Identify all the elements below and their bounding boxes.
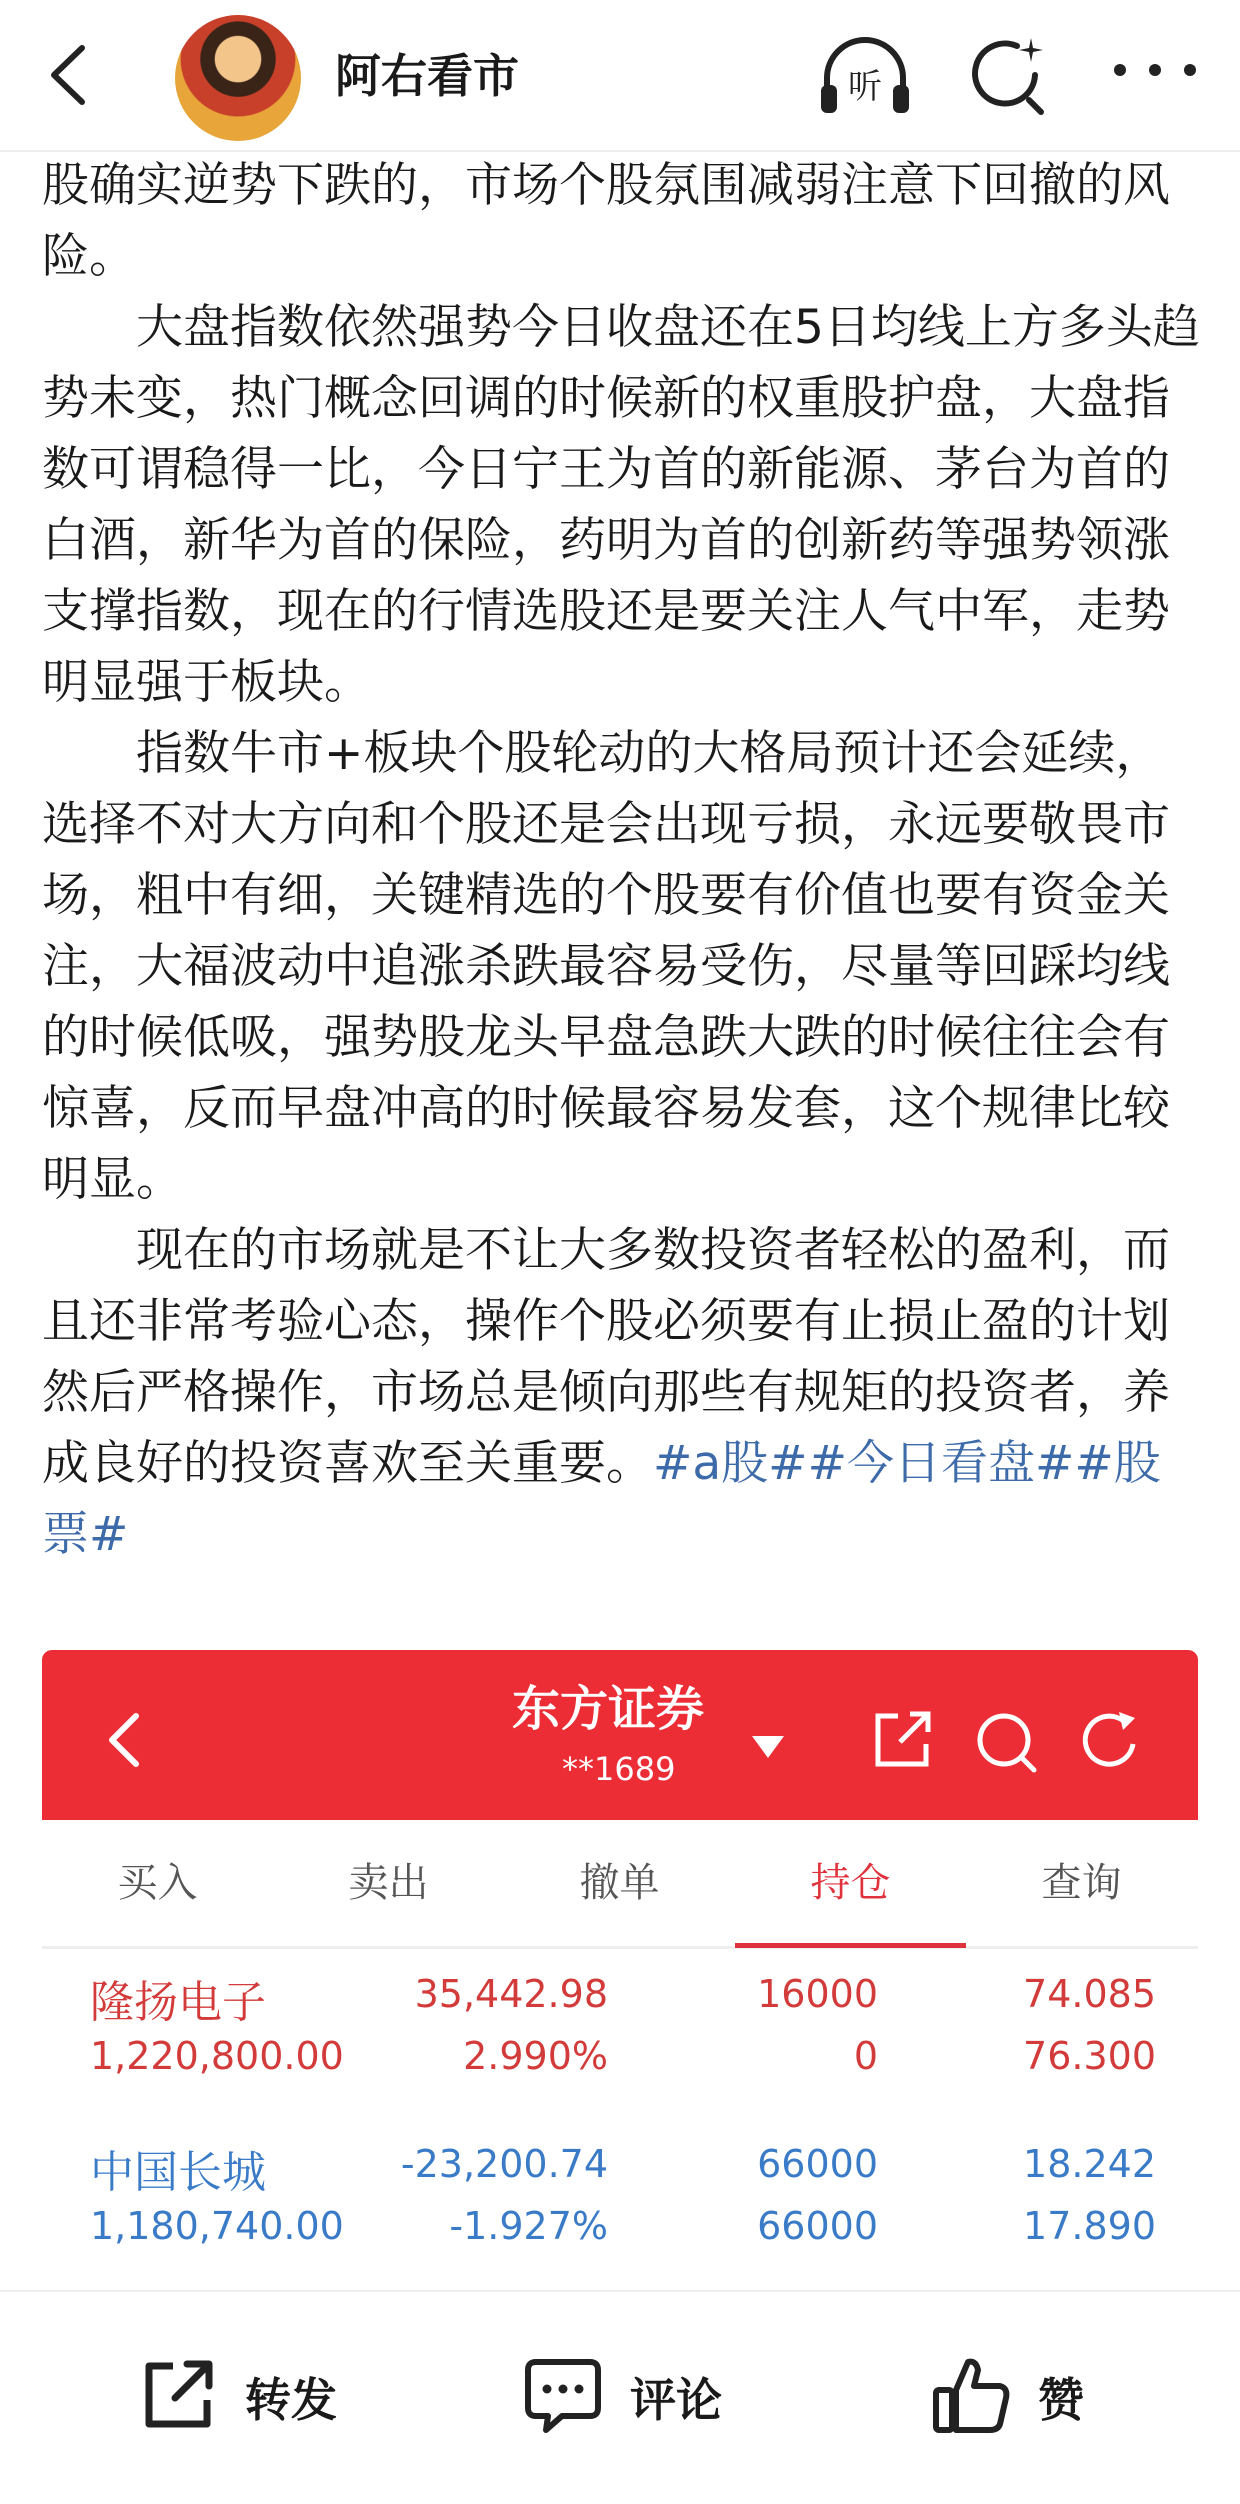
tab-buy: 买入 [117,1860,198,1906]
quantity: 16000 [757,1972,878,2016]
broker-back-icon [100,1710,150,1770]
top-nav-bar [0,0,1240,152]
comment-icon [520,2352,606,2438]
tab-holdings: 持仓 [735,1820,966,1946]
back-icon[interactable] [42,40,102,110]
market-value: 1,180,740.00 [90,2204,344,2248]
available-quantity: 66000 [757,2204,878,2248]
stock-name: 隆扬电子 [90,1977,266,2028]
cost-price: 18.242 [1023,2142,1156,2186]
profit-loss-pct: -1.927% [449,2204,608,2248]
profit-loss: -23,200.74 [400,2142,608,2186]
broker-account: **1689 [562,1750,676,1788]
current-price: 17.890 [1023,2204,1156,2248]
broker-refresh-icon [1077,1708,1143,1774]
tab-query: 查询 [1041,1860,1122,1906]
forward-button[interactable] [135,2352,375,2442]
hashtag-links[interactable]: #a股##今日看盘##股票# [42,1436,1161,1562]
tab-cancel: 撤单 [579,1860,660,1906]
available-quantity: 0 [853,2034,878,2078]
refresh-icon[interactable] [965,30,1051,116]
search-icon [972,1708,1040,1776]
tab-sell: 卖出 [348,1860,429,1906]
listen-label: 听 [848,67,882,107]
author-name[interactable]: 阿右看市 [335,49,519,103]
broker-tabs [42,1820,1198,1949]
market-value: 1,220,800.00 [90,2034,344,2078]
dropdown-triangle-icon [750,1732,786,1762]
listen-icon[interactable] [815,30,915,120]
comment-button[interactable] [520,2352,760,2442]
broker-title: 东方证券 [512,1681,705,1737]
profit-loss-pct: 2.990% [463,2034,608,2078]
article-paragraph: 大盘指数依然强势今日收盘还在5日均线上方多头趋势未变，热门概念回调的时候新的权重股护盘，大盘指数可谓稳得一比，今日宁王为首的新能源、茅台为首的白酒，新华为首的保险，药明为首的创新药等强势领涨支撑指数，现在的行情选股还是要关注人气中军，走势明显强于板块。 [42,300,1200,710]
author-avatar[interactable] [175,15,301,141]
article-paragraph: 指数牛市+板块个股轮动的大格局预计还会延续，选择不对大方向和个股还是会出现亏损，永远要敬畏市场，粗中有细，关键精选的个股要有价值也要有资金关注，大福波动中追涨杀跌最容易受伤，尽量等回踩均线的时候低吸，强势股龙头早盘急跌大跌的时候往往会有惊喜，反而早盘冲高的时候最容易发套，这个规律比较明显。 [42,726,1170,1207]
like-button[interactable] [928,2352,1128,2442]
stock-name: 中国长城 [90,2147,266,2198]
quantity: 66000 [757,2142,878,2186]
cost-price: 74.085 [1023,1972,1156,2016]
article-paragraph [42,1215,1202,1570]
embedded-screenshot[interactable] [42,1650,1198,2250]
broker-header [42,1650,1198,1820]
article-body [42,150,1202,1570]
forward-label: 转发 [245,2373,337,2427]
profit-loss: 35,442.98 [414,1972,608,2016]
bottom-action-bar [0,2290,1240,2504]
thumbs-up-icon [928,2352,1014,2438]
current-price: 76.300 [1023,2034,1156,2078]
comment-label: 评论 [630,2373,722,2427]
share-icon [870,1708,934,1772]
forward-icon [135,2352,221,2438]
holding-row [42,2130,1198,2270]
article-paragraph-text: 现在的市场就是不让大多数投资者轻松的盈利，而且还非常考验心态，操作个股必须要有止损止盈的计划然后严格操作，市场总是倾向那些有规矩的投资者，养成良好的投资喜欢至关重要。 [42,1223,1170,1491]
article-paragraph: 股确实逆势下跌的，市场个股氛围减弱注意下回撤的风险。 [42,158,1170,284]
more-icon[interactable] [1100,35,1210,105]
holding-row [42,1960,1198,2100]
like-label: 赞 [1038,2373,1084,2427]
